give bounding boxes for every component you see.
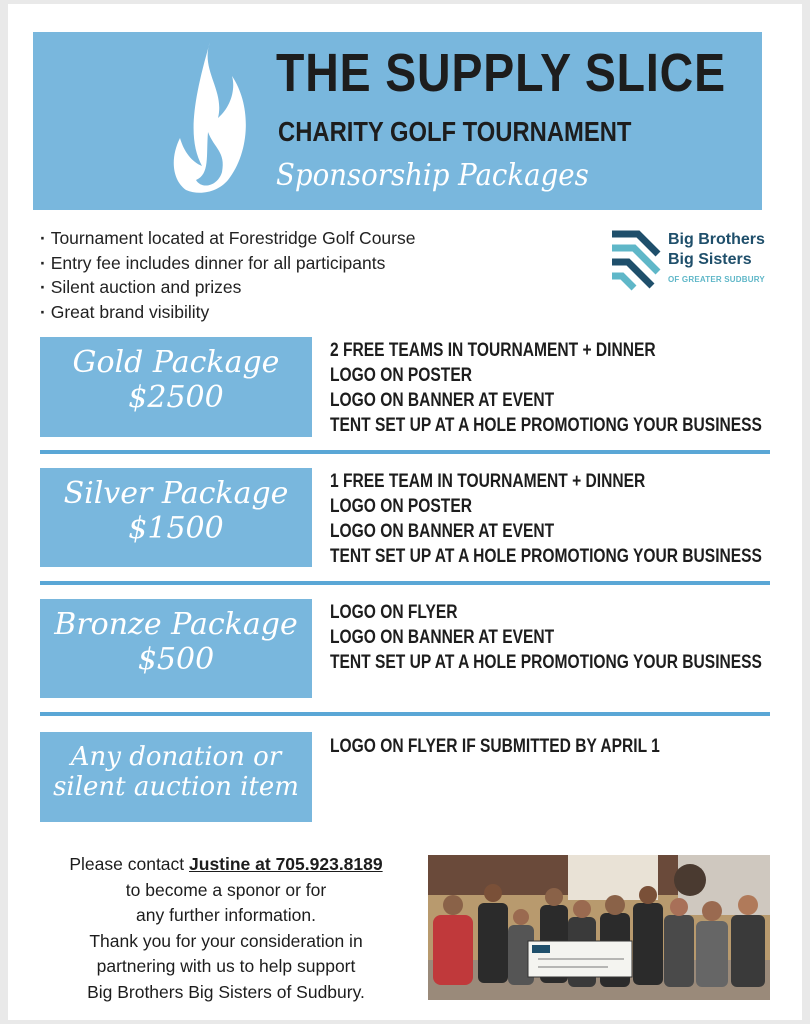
group-photo bbox=[428, 855, 770, 1000]
contact-prefix: Please contact bbox=[69, 854, 190, 874]
logo-line-2: Big Sisters bbox=[668, 251, 752, 268]
feature-line: LOGO ON POSTER bbox=[330, 365, 472, 386]
silver-package-features bbox=[330, 469, 762, 569]
feature-line: LOGO ON FLYER bbox=[330, 602, 458, 623]
donation-package-box bbox=[40, 732, 312, 822]
bronze-package-box bbox=[40, 599, 312, 698]
gold-package-features bbox=[330, 338, 762, 438]
feature-line: LOGO ON BANNER AT EVENT bbox=[330, 521, 555, 542]
sponsorship-heading: Sponsorship Packages bbox=[276, 158, 589, 193]
feature-line: LOGO ON FLYER IF SUBMITTED BY APRIL 1 bbox=[330, 736, 660, 757]
page-subtitle: CHARITY GOLF TOURNAMENT bbox=[278, 116, 632, 147]
feature-line: TENT SET UP AT A HOLE PROMOTIONG YOUR BUSINESS bbox=[330, 652, 762, 673]
feature-bullets bbox=[40, 226, 415, 324]
contact-line: partnering with us to help support bbox=[96, 956, 356, 976]
package-price: $1500 bbox=[128, 511, 224, 546]
bullet-item: · Tournament located at Forestridge Golf Course bbox=[40, 226, 415, 251]
bullet-item: · Entry fee includes dinner for all participants bbox=[40, 251, 415, 276]
feature-line: LOGO ON POSTER bbox=[330, 496, 472, 517]
bullet-item: · Great brand visibility bbox=[40, 300, 415, 325]
package-name: Gold Package bbox=[72, 345, 280, 380]
contact-line: Thank you for your consideration in bbox=[89, 930, 363, 951]
feature-line: 2 FREE TEAMS IN TOURNAMENT + DINNER bbox=[330, 340, 656, 361]
feature-line: TENT SET UP AT A HOLE PROMOTIONG YOUR BUSINESS bbox=[330, 415, 762, 436]
donation-package-features bbox=[330, 734, 660, 759]
flame-icon bbox=[170, 40, 250, 200]
package-price: $500 bbox=[137, 642, 215, 677]
contact-block bbox=[36, 852, 416, 1005]
contact-line: to become a sponor or for bbox=[125, 879, 327, 900]
logo-line-3: OF GREATER SUDBURY bbox=[668, 275, 765, 284]
contact-line bbox=[36, 852, 416, 878]
package-price: $2500 bbox=[128, 380, 224, 415]
package-name: Silver Package bbox=[63, 476, 289, 511]
package-name: Bronze Package bbox=[54, 607, 298, 642]
divider bbox=[40, 450, 770, 454]
silver-package-box bbox=[40, 468, 312, 567]
feature-line: 1 FREE TEAM IN TOURNAMENT + DINNER bbox=[330, 471, 646, 492]
feature-line: LOGO ON BANNER AT EVENT bbox=[330, 627, 555, 648]
logo-line-1: Big Brothers bbox=[668, 231, 765, 248]
page-title: THE SUPPLY SLICE bbox=[276, 43, 726, 103]
package-name: Any donation or bbox=[70, 742, 282, 772]
gold-package-box bbox=[40, 337, 312, 437]
contact-phone-link[interactable]: Justine at 705.923.8189 bbox=[189, 854, 383, 874]
bronze-package-features bbox=[330, 600, 762, 675]
feature-line: TENT SET UP AT A HOLE PROMOTIONG YOUR BUSINESS bbox=[330, 546, 762, 567]
contact-line: Big Brothers Big Sisters of Sudbury. bbox=[87, 981, 365, 1002]
feature-line: LOGO ON BANNER AT EVENT bbox=[330, 390, 555, 411]
bullet-item: · Silent auction and prizes bbox=[40, 275, 415, 300]
package-price: silent auction item bbox=[53, 772, 299, 802]
contact-line: any further information. bbox=[136, 905, 316, 925]
divider bbox=[40, 712, 770, 716]
divider bbox=[40, 581, 770, 585]
